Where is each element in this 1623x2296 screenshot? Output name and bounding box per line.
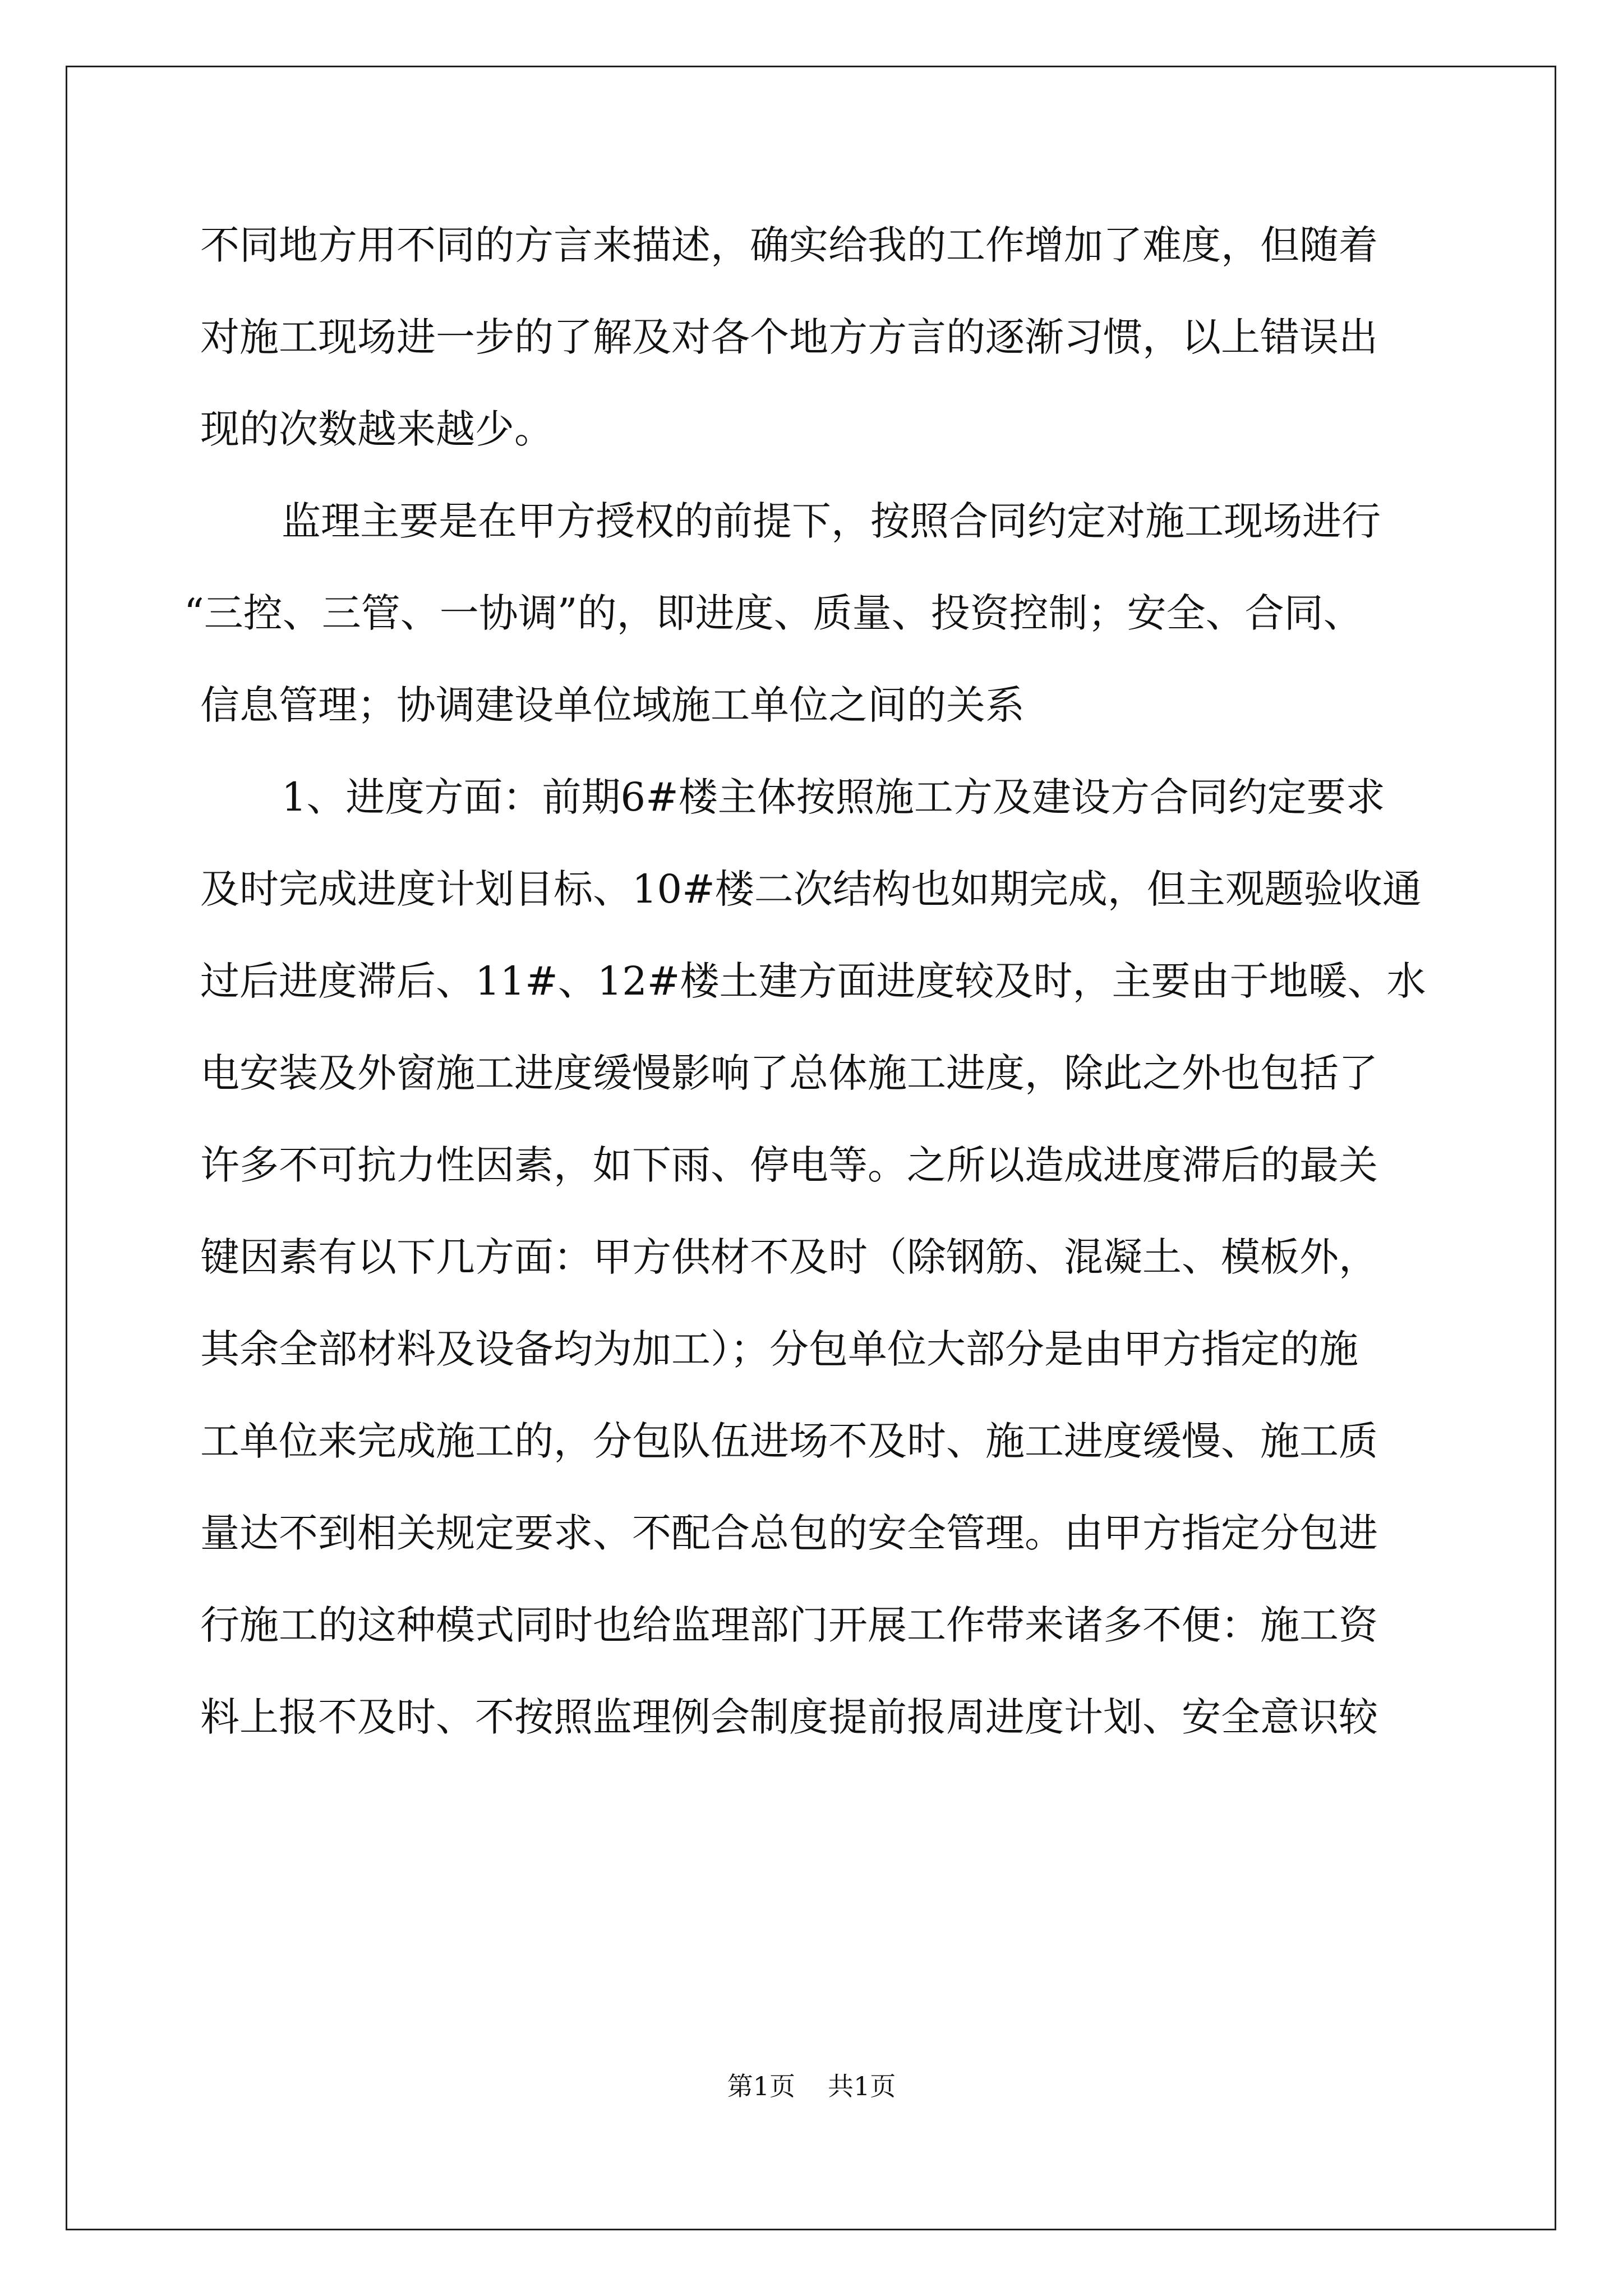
body-text-line: 许多不可抗力性因素，如下雨、停电等。之所以造成进度滞后的最关 [200,1142,1378,1188]
body-text-line: 其余全部材料及设备均为加工）；分包单位大部分是由甲方指定的施 [200,1326,1358,1372]
page-total: 共1页 [828,2071,896,2101]
body-text-line: “三控、三管、一协调”的，即进度、质量、投资控制；安全、合同、 [184,590,1363,636]
body-text-line: 行施工的这种模式同时也给监理部门开展工作带来诸多不便：施工资 [200,1602,1378,1648]
body-text-line: 不同地方用不同的方言来描述，确实给我的工作增加了难度，但随着 [200,222,1378,268]
paragraph-first-line: 1、进度方面：前期6#楼主体按照施工方及建设方合同约定要求 [282,774,1385,820]
body-text-line: 及时完成进度计划目标、10#楼二次结构也如期完成，但主观题验收通 [200,866,1422,912]
body-text-line: 对施工现场进一步的了解及对各个地方方言的逐渐习惯，以上错误出 [200,314,1378,360]
paragraph-first-line: 监理主要是在甲方授权的前提下，按照合同约定对施工现场进行 [282,498,1381,544]
body-text-line: 量达不到相关规定要求、不配合总包的安全管理。由甲方指定分包进 [200,1510,1378,1556]
body-text-line: 工单位来完成施工的，分包队伍进场不及时、施工进度缓慢、施工质 [200,1418,1378,1464]
page-number: 第1页 [727,2071,795,2101]
body-text-line: 料上报不及时、不按照监理例会制度提前报周进度计划、安全意识较 [200,1694,1378,1740]
body-text-line: 电安装及外窗施工进度缓慢影响了总体施工进度，除此之外也包括了 [200,1050,1378,1096]
body-text-line: 现的次数越来越少。 [200,406,554,452]
body-text-line: 过后进度滞后、11#、12#楼土建方面进度较及时，主要由于地暖、水 [200,958,1426,1004]
page-footer [0,2073,1623,2099]
body-text-line: 键因素有以下几方面：甲方供材不及时（除钢筋、混凝土、模板外， [200,1234,1378,1280]
body-text-line: 信息管理；协调建设单位域施工单位之间的关系 [200,682,1025,728]
